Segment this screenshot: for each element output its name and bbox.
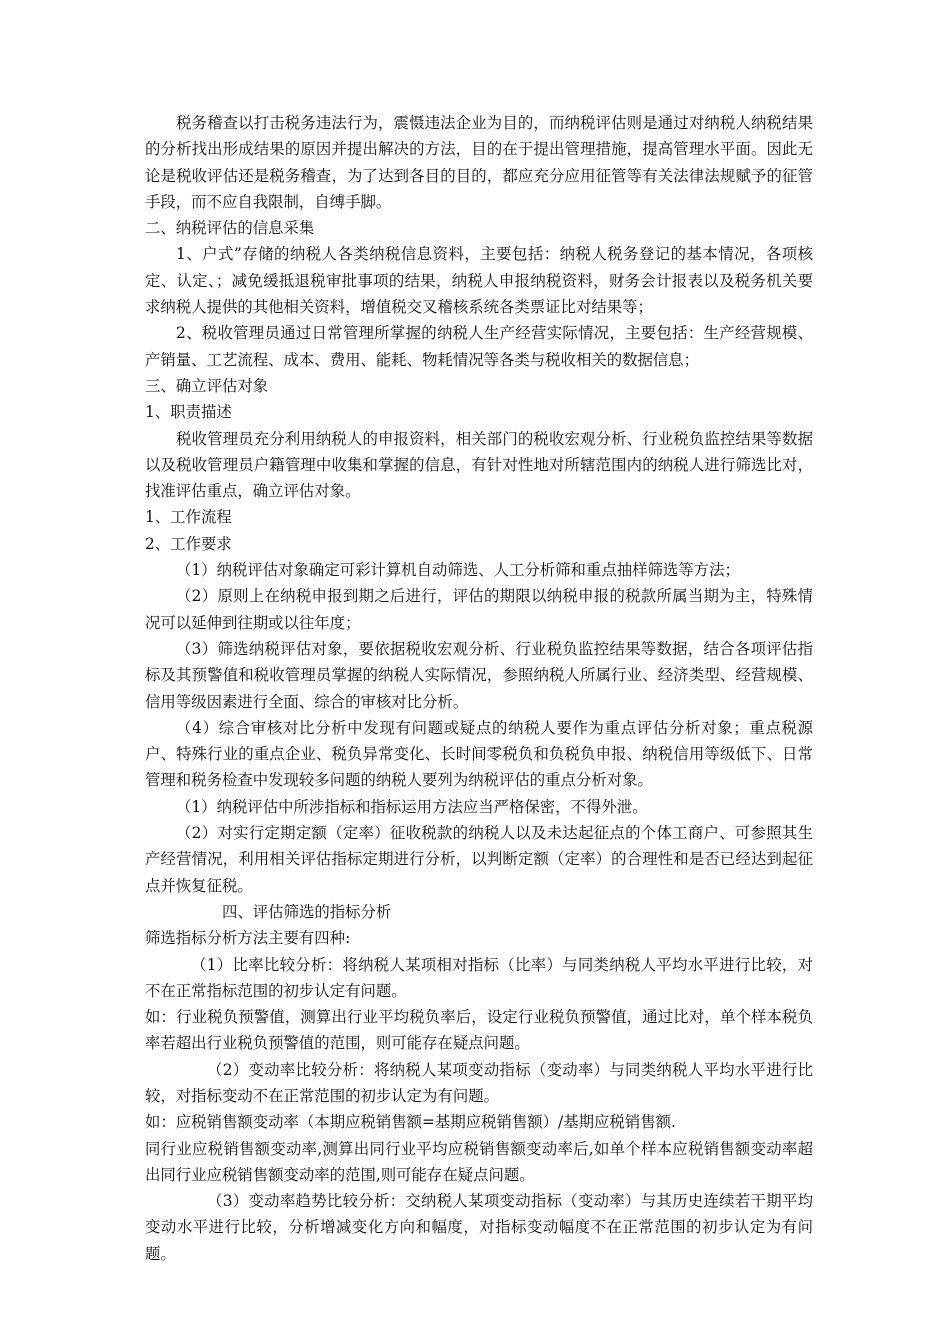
example-sales-change-rate-formula: 如：应税销售额变动率（本期应税销售额=基期应税销售额）/基期应税销售额.: [145, 1113, 676, 1132]
method-ratio-comparison: （1）比率比较分析：将纳税人某项相对指标（比率）与同类纳税人平均水平进行比较，对不在正常指标范围的初步认定有问题。: [145, 955, 813, 1000]
requirement-item-2: （2）原则上在纳税申报到期之后进行，评估的期限以纳税申报的税款所属当期为主，特殊情况可以延伸到往期或以往年度；: [145, 587, 813, 632]
document-body: [145, 110, 813, 1267]
section-heading-evaluation-target: 三、确立评估对象: [145, 376, 269, 395]
requirement-item-4: （4）综合审核对比分析中发现有问题或疑点的纳税人要作为重点评估分析对象；重点税源户、特殊行业的重点企业、税负异常变化、长时间零税负和负税负申报、纳税信用等级低下、日常管理和税务检查中发现较多问题的纳税人要列为纳税评估的重点分析对象。: [145, 718, 813, 790]
fixed-quota-item: （2）对实行定期定额（定率）征收税款的纳税人以及未达起征点的个体工商户、可参照其生产经营情况，利用相关评估指标定期进行分析，以判断定额（定率）的合理性和是否已经达到起征点并恢复征税。: [145, 824, 813, 895]
method-trend-comparison: （3）变动率趋势比较分析：交纳税人某项变动指标（变动率）与其历史连续若干期平均变动水平进行比较，分析增减变化方向和幅度，对指标变动幅度不在正常范围的初步认定为有问题。: [145, 1192, 813, 1263]
requirement-item-3: （3）筛选纳税评估对象，要依据税收宏观分析、行业税负监控结果等数据，结合各项评估指标及其预警值和税收管理员掌握的纳税人实际情况，参照纳税人所属行业、经济类型、经营规模、信用等级因素进行全面、综合的审核对比分析。: [145, 639, 813, 711]
section-heading-indicator-analysis: 四、评估筛选的指标分析: [222, 902, 392, 921]
paragraph-duty-description: 税收管理员充分利用纳税人的申报资料，相关部门的税收宏观分析、行业税负监控结果等数据以及税收管理员户籍管理中收集和掌握的信息，有针对性地对所辖范围内的纳税人进行筛选比对，找准评估重点，确立评估对象。: [145, 429, 813, 501]
subheading-workflow: 1、工作流程: [145, 508, 232, 527]
requirement-item-1: （1）纳税评估对象确定可彩计算机自动筛选、人工分析筛和重点抽样筛选等方法；: [176, 561, 740, 580]
paragraph-four-methods: 筛选指标分析方法主要有四种:: [145, 929, 351, 948]
subheading-duty-description: 1、职责描述: [145, 403, 232, 422]
example-industry-tax-burden: 如：行业税负预警值，测算出行业平均税负率后，设定行业税负预警值，通过比对，单个样本税负率若超出行业税负预警值的范围，则可能存在疑点问题。: [145, 1008, 813, 1053]
paragraph-intro: 税务稽查以打击税务违法行为，震慑违法企业为目的，而纳税评估则是通过对纳税人纳税结果的分析找出形成结果的原因并提出解决的方法，目的在于提出管理措施，提高管理水平面。因此无论是税收评估还是税务稽查，为了达到各目的目的，都应充分应用征管等有关法律法规赋予的征管手段，而不应自我限制，自缚手脚。: [145, 114, 813, 211]
paragraph-industry-sales-change: 同行业应税销售额变动率,测算出同行业平均应税销售额变动率后,如单个样本应税销售额变动率超出同行业应税销售额变动率的范围,则可能存在疑点问题。: [145, 1139, 813, 1184]
method-change-rate-comparison: （2）变动率比较分析：将纳税人某项变动指标（变动率）与同类纳税人平均水平进行比较，对指标变动不在正常范围的初步认定为有问题。: [145, 1060, 813, 1105]
paragraph-info-2: 2、税收管理员通过日常管理所掌握的纳税人生产经营实际情况，主要包括：生产经营规模、产销量、工艺流程、成本、费用、能耗、物耗情况等各类与税收相关的数据信息；: [145, 324, 813, 369]
subheading-work-requirements: 2、工作要求: [145, 534, 232, 553]
confidentiality-item: （1）纳税评估中所涉指标和指标运用方法应当严格保密，不得外泄。: [176, 797, 648, 816]
section-heading-info-collection: 二、纳税评估的信息采集: [145, 219, 315, 238]
paragraph-info-1: 1、户式”存储的纳税人各类纳税信息资料，主要包括：纳税人税务登记的基本情况，各项核定、认定、；减免缓抵退税审批事项的结果，纳税人申报纳税资料，财务会计报表以及税务机关要求纳税人提供的其他相关资料，增值税交叉稽核系统各类票证比对结果等；: [145, 245, 813, 317]
